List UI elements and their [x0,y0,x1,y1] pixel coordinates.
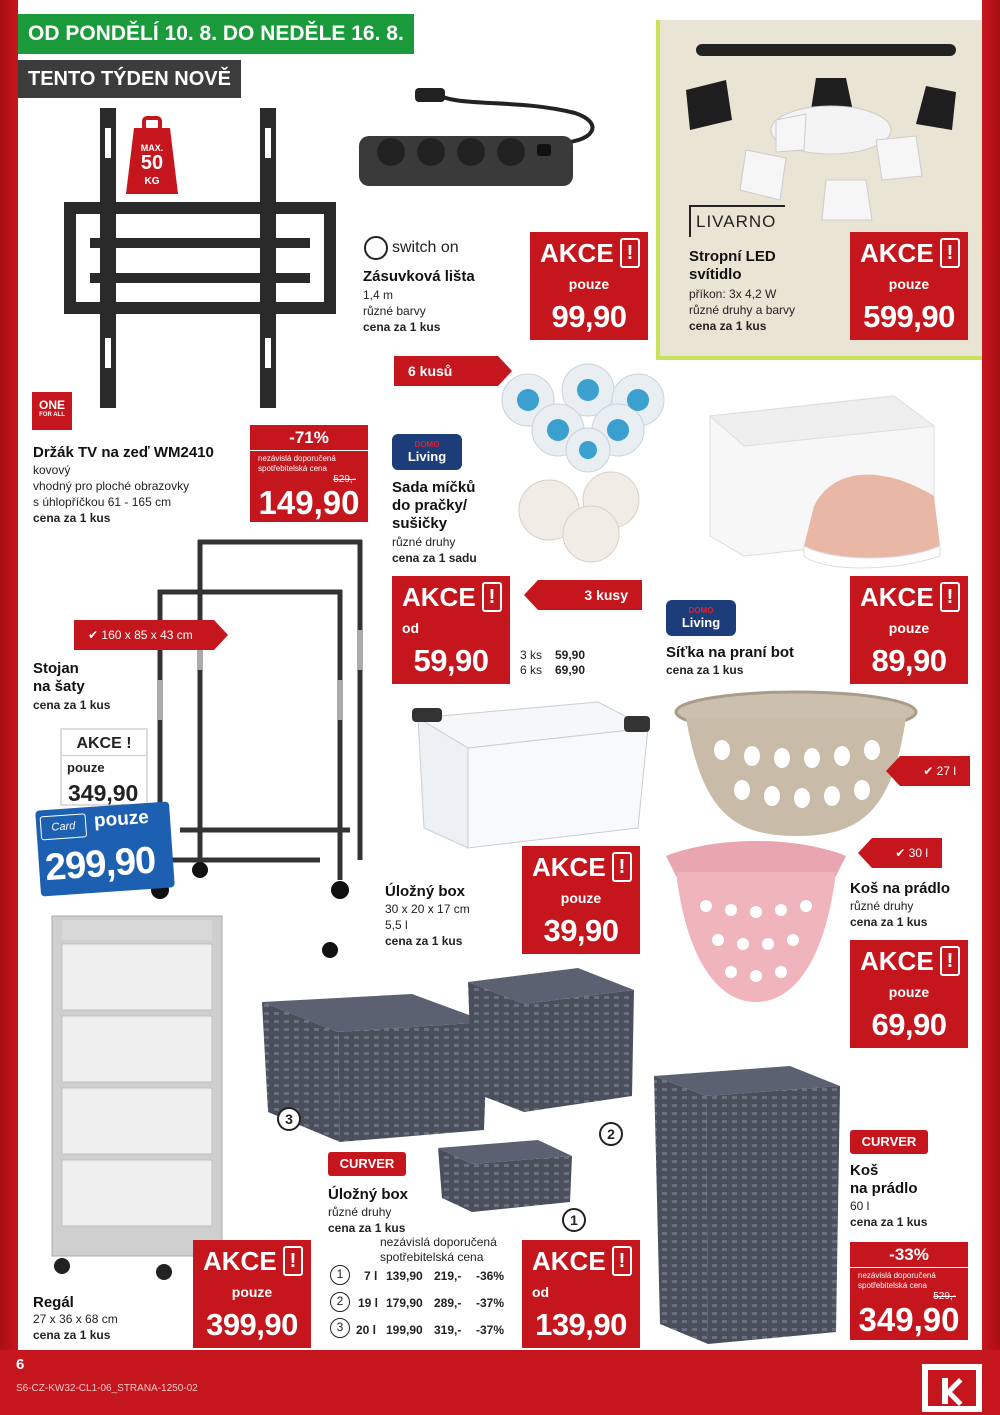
print-code: S6-CZ-KW32-CL1-06_STRANA-1250-02 [16,1383,198,1394]
row3-pct: -37% [476,1323,505,1337]
basket-unit: cena za 1 kus [850,915,928,929]
box-price-box [522,846,640,950]
rack-unit: cena za 1 kus [33,698,111,712]
label-2-badge: 2 [599,1122,623,1146]
row1-rrp: 219,- [434,1269,462,1283]
power-strip-image [355,88,615,198]
rattan-hamper-image [650,1062,846,1348]
one-for-all-logo [32,392,72,430]
net-unit: cena za 1 kus [666,663,744,677]
kaufland-logo-icon [922,1364,982,1412]
shoe-net-image [704,386,948,576]
lamp-akce: AKCE [860,238,934,268]
basket-volume1-tag: ✔ 27 l [900,756,970,786]
row2-price: 179,90 [386,1296,423,1310]
clothes-rack-image [150,530,380,960]
curverbox-akce: AKCE [532,1246,606,1276]
balls-price: 59,90 [392,640,510,684]
net-price-box [850,576,968,680]
balls-price-box [392,576,510,680]
tv-d3: s úhlopříčkou 61 - 165 cm [33,495,172,509]
exclaim-icon: ! [612,852,632,882]
curverbox-rrp-label: nezávislá doporučená spotřebitelská cena [380,1235,497,1264]
lamp-pouze: pouze [850,274,968,296]
tv-name: Držák TV na zeď WM2410 [33,444,214,461]
curverbox-unit: cena za 1 kus [328,1221,406,1235]
storage-box-image [398,688,658,858]
exclaim-icon: ! [620,238,640,268]
net-akce: AKCE [860,582,934,612]
row3-price: 199,90 [386,1323,423,1337]
tv-rrp-label: nezávislá doporučená spotřebitelská cena [258,454,336,473]
rack-name1: Stojan [33,660,79,677]
beige-basket-image [672,690,922,840]
row1-badge: 1 [330,1265,350,1285]
regal-unit: cena za 1 kus [33,1328,111,1342]
drawer-regal-image [48,916,228,1286]
rack-dims-tag: ✔ 160 x 85 x 43 cm [74,620,214,650]
ofa-line2: FOR ALL [39,412,65,418]
curverbox-od: od [522,1282,640,1304]
net-price: 89,90 [850,640,968,684]
rack-pouze: pouze [67,760,105,775]
switch-on-icon [364,236,388,260]
strip-d2: různé barvy [363,304,426,318]
lamp-d1: příkon: 3x 4,2 W [689,287,777,301]
strip-name: Zásuvková lišta [363,268,475,285]
box-akce: AKCE [532,852,606,882]
card-pouze: pouze [93,806,150,832]
exclaim-icon: ! [940,582,960,612]
basket-pouze: pouze [850,982,968,1004]
hamper-name1: Koš [850,1162,879,1179]
balls-opt1-label: 3 ks [520,648,543,662]
tv-d2: vhodný pro ploché obrazovky [33,479,190,493]
row2-rrp: 289,- [434,1296,462,1310]
curverbox-price: 139,90 [522,1304,640,1348]
strip-pouze: pouze [530,274,648,296]
curver-logo-2: CURVER [850,1130,928,1154]
hamper-name2: na prádlo [850,1180,918,1197]
strip-unit: cena za 1 kus [363,320,441,334]
rack-price: 349,90 [68,780,139,806]
box-d2: 5,5 l [385,918,408,932]
strip-price-box [530,232,648,340]
hamper-old-price: 529,- [933,1291,956,1302]
basket-volume2-tag: ✔ 30 l [872,838,942,868]
lamp-price-box [850,232,968,340]
tv-price: 149,90 [258,484,360,521]
row2-badge: 2 [330,1292,350,1312]
domo-text: DOMO [414,440,440,449]
regal-name: Regál [33,1294,74,1311]
row1-pct: -36% [476,1269,505,1283]
date-banner: OD PONDĚLÍ 10. 8. DO NEDĚLE 16. 8. [18,14,414,54]
six-pieces-tag: 6 kusů [394,356,498,386]
lamp-unit: cena za 1 kus [689,319,767,333]
box-price: 39,90 [522,910,640,954]
label-1-badge: 1 [562,1208,586,1232]
new-this-week-banner: TENTO TÝDEN NOVĚ [18,60,241,98]
balls-name3: sušičky [392,515,448,532]
laundry-balls-image [488,360,688,470]
ceiling-lamp-image [676,40,966,230]
rack-name2: na šaty [33,678,85,695]
regal-price: 399,90 [193,1304,311,1348]
ofa-line1: ONE [38,398,65,412]
box-unit: cena za 1 kus [385,934,463,948]
strip-price: 99,90 [530,296,648,340]
regal-pouze: pouze [193,1282,311,1304]
balls-name2: do pračky/ [392,497,468,514]
hamper-d1: 60 l [850,1199,870,1213]
exclaim-icon: ! [940,238,960,268]
tv-d1: kovový [33,463,71,477]
hamper-unit: cena za 1 kus [850,1215,928,1229]
basket-d1: různé druhy [850,899,914,913]
basket-name: Koš na prádlo [850,880,951,897]
tv-unit: cena za 1 kus [33,511,111,525]
row3-rrp: 319,- [434,1323,462,1337]
rattan-boxes-image [262,962,642,1212]
domo-living-logo [392,434,462,470]
lamp-name2: svítidlo [689,266,742,283]
balls-opt1-price: 59,90 [555,648,586,662]
page-number: 6 [16,1356,25,1373]
basket-price-box [850,940,968,1044]
pink-basket-image [656,836,856,1006]
tv-mount-image [60,108,340,418]
balls-opt2-label: 6 ks [520,663,543,677]
label-3-badge: 3 [277,1107,301,1131]
regal-akce: AKCE [203,1246,277,1276]
hamper-price-box [850,1242,968,1340]
living-text: Living [681,615,721,630]
box-pouze: pouze [522,888,640,910]
strip-akce: AKCE [540,238,614,268]
balls-d1: různé druhy [392,535,456,549]
curver-logo: CURVER [328,1152,406,1176]
tv-discount: -71% [250,425,368,451]
curverbox-name: Úložný box [328,1186,409,1203]
lamp-name1: Stropní LED [689,248,776,265]
balls-opt2-price: 69,90 [555,663,586,677]
lamp-brand: LIVARNO [696,212,777,231]
weight-value: 50 [140,152,164,174]
basket-akce: AKCE [860,946,934,976]
weight-unit: KG [144,176,160,187]
rack-akce: AKCE ! [62,732,146,756]
hamper-rrp-label: nezávislá doporučená spotřebitelská cena [858,1271,936,1290]
box-d1: 30 x 20 x 17 cm [385,902,470,916]
three-pieces-tag: 3 kusy [538,580,642,610]
regal-d1: 27 x 36 x 68 cm [33,1312,118,1326]
row3-vol: 20 l [356,1323,377,1337]
weight-max: MAX. [140,143,164,153]
net-pouze: pouze [850,618,968,640]
balls-unit: cena za 1 sadu [392,551,477,565]
exclaim-icon: ! [482,582,502,612]
lamp-d2: různé druhy a barvy [689,303,796,317]
strip-d1: 1,4 m [363,288,394,302]
rack-price-box [60,728,148,806]
row1-price: 139,90 [386,1269,423,1283]
living-text: Living [407,449,447,464]
net-name: Síťka na praní bot [666,644,795,661]
tv-old-price: 529,- [333,474,356,485]
exclaim-icon: ! [612,1246,632,1276]
row1-vol: 7 l [364,1269,378,1283]
curverbox-price-box [522,1240,640,1344]
basket-price: 69,90 [850,1004,968,1048]
domo-text: DOMO [688,606,714,615]
strip-brand: switch on [392,239,459,256]
hamper-discount: -33% [850,1242,968,1268]
card-logo: Card [40,813,88,840]
curverbox-d1: různé druhy [328,1205,392,1219]
lamp-price: 599,90 [850,296,968,340]
balls-od: od [392,618,510,640]
exclaim-icon: ! [283,1246,303,1276]
regal-price-box [193,1240,311,1344]
balls-akce: AKCE [402,582,476,612]
tv-price-box [250,425,368,522]
row2-vol: 19 l [358,1296,379,1310]
card-price-box [35,801,175,896]
row2-pct: -37% [476,1296,505,1310]
balls-name1: Sada míčků [392,479,476,496]
hamper-price: 349,90 [858,1301,960,1338]
box-name: Úložný box [385,883,466,900]
wool-balls-image [515,474,655,564]
row3-badge: 3 [330,1318,350,1338]
exclaim-icon: ! [940,946,960,976]
domo-living-logo-2 [666,600,736,636]
card-price: 299,90 [43,839,157,890]
